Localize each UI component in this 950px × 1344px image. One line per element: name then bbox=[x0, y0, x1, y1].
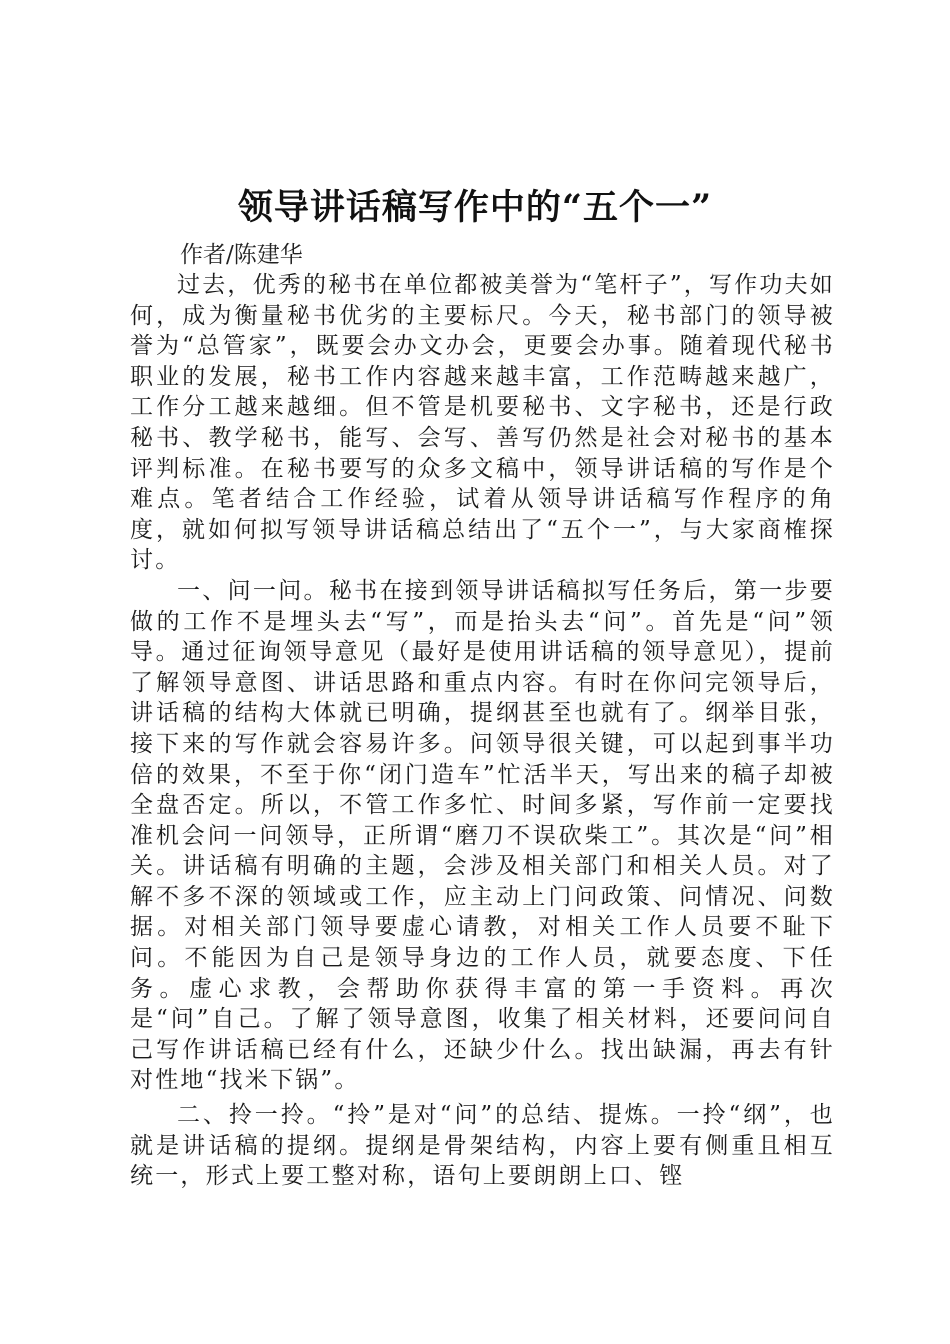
document-body bbox=[130, 270, 835, 1192]
paragraph-section-two: 二、拎一拎。“拎”是对“问”的总结、提炼。一拎“纲”，也就是讲话稿的提纲。提纲是骨架结构，内容上要有侧重且相互统一，形式上要工整对称，语句上要朗朗上口、铿 bbox=[130, 1102, 835, 1190]
paragraph-intro: 过去，优秀的秘书在单位都被美誉为“笔杆子”，写作功夫如何，成为衡量秘书优劣的主要标尺。今天，秘书部门的领导被誉为“总管家”，既要会办文办会，更要会办事。随着现代秘书职业的发展，秘书工作内容越来越丰富，工作范畴越来越广，工作分工越来越细。但不管是机要秘书、文字秘书，还是行政秘书、教学秘书，能写、会写、善写仍然是社会对秘书的基本评判标准。在秘书要写的众多文稿中，领导讲话稿的写作是个难点。笔者结合工作经验，试着从领导讲话稿写作程序的角度，就如何拟写领导讲话稿总结出了“五个一”，与大家商榷探讨。 bbox=[130, 272, 835, 574]
document-title: 领导讲话稿写作中的“五个一” bbox=[237, 187, 713, 228]
paragraph-section-one: 一、问一问。秘书在接到领导讲话稿拟写任务后，第一步要做的工作不是埋头去“写”，而是抬头去“问”。首先是“问”领导。通过征询领导意见（最好是使用讲话稿的领导意见），提前了解领导意图、讲话思路和重点内容。有时在你问完领导后，讲话稿的结构大体就已明确，提纲甚至也就有了。纲举目张，接下来的写作就会容易许多。问领导很关键，可以起到事半功倍的效果，不至于你“闭门造车”忙活半天，写出来的稿子却被全盘否定。所以，不管工作多忙、时间多紧，写作前一定要找准机会问一问领导，正所谓“磨刀不误砍柴工”。其次是“问”相关。讲话稿有明确的主题，会涉及相关部门和相关人员。对了解不多不深的领域或工作，应主动上门问政策、问情况、问数据。对相关部门领导要虚心请教，对相关工作人员要不耻下问。不能因为自己是领导身边的工作人员，就要态度、下任务。虚心求教，会帮助你获得丰富的第一手资料。再次是“问”自己。了解了领导意图，收集了相关材料，还要问问自己写作讲话稿已经有什么，还缺少什么。找出缺漏，再去有针对性地“找米下锅”。 bbox=[130, 577, 835, 1094]
document-author: 作者/陈建华 bbox=[180, 242, 303, 268]
